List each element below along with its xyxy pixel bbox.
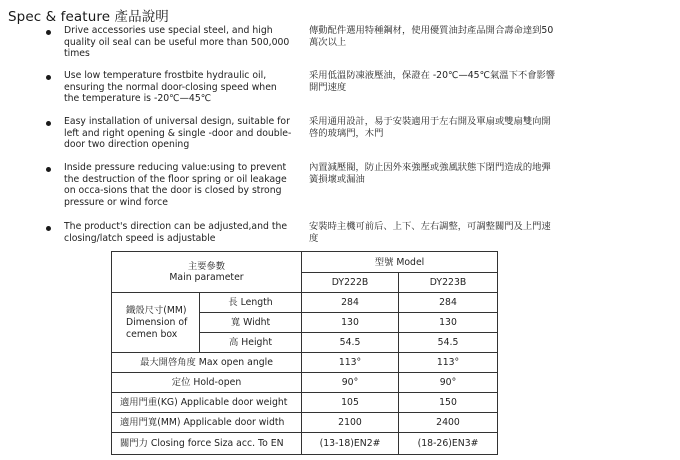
model-name: DY223B [399, 273, 498, 293]
main-parameter-zh: 主要參數 [187, 261, 226, 272]
feature-text-zh: 內置減壓閥，防止因外來強壓或強風狀態下閉門造成的地彈簧損壞或漏油 [309, 162, 551, 186]
table-cell: 113° [302, 353, 399, 373]
length-label: 長 Length [200, 293, 302, 313]
table-cell: 130 [302, 313, 399, 333]
max-open-angle-label: 最大開啓角度 Max open angle [112, 353, 302, 373]
table-row [112, 433, 498, 455]
feature-text-en: Drive accessories use special steel, and high quality oil seal can be useful more than 500,000 times [64, 25, 290, 60]
table-cell: 54.5 [399, 333, 498, 353]
table-cell: 284 [302, 293, 399, 313]
dimension-label-zh: 鐵殼尺寸(MM) [126, 304, 187, 316]
page-title: Spec & feature 產品說明 [8, 9, 169, 25]
feature-text-en: Inside pressure reducing value:using to prevent the destruction of the floor spring or oil leakage on occa-sions that the door is closed by strong pressure or wind force [64, 162, 287, 208]
table-row [112, 353, 498, 373]
table-row [112, 393, 498, 413]
table-cell: 90° [399, 373, 498, 393]
door-width-label: 適用門寬(MM) Applicable door width [112, 413, 302, 433]
feature-text-zh: 安裝時主機可前后、上下、左右調整，可調整關門及上門速度 [309, 221, 551, 245]
table-cell: 2400 [399, 413, 498, 433]
hold-open-label: 定位 Hold-open [112, 373, 302, 393]
feature-text-en: Use low temperature frostbite hydraulic oil, ensuring the normal door-closing speed when the temperature is -20℃—45℃ [64, 70, 277, 105]
table-cell: 150 [399, 393, 498, 413]
table-cell: 54.5 [302, 333, 399, 353]
dimension-label-en: Dimension of [126, 316, 188, 328]
bullet-icon [46, 75, 51, 80]
table-cell: (13-18)EN2# [302, 433, 399, 455]
bullet-icon [46, 167, 51, 172]
feature-text-en: Easy installation of universal design, suitable for left and right opening & single -door and double-door two direction opening [64, 116, 292, 151]
feature-text-en: The product's direction can be adjusted,and the closing/latch speed is adjustable [64, 221, 288, 244]
dimension-label-en: cemen box [126, 328, 178, 340]
width-label: 寬 Widht [200, 313, 302, 333]
dimension-label [112, 293, 200, 353]
table-row [112, 293, 498, 313]
feature-text-zh: 采用通用設計，易于安裝適用于左右開及單扇或雙扇雙向開啓的玻璃門，木門 [309, 116, 551, 140]
table-cell: 130 [399, 313, 498, 333]
table-cell: 113° [399, 353, 498, 373]
door-weight-label: 適用門重(KG) Applicable door weight [112, 393, 302, 413]
table-cell: (18-26)EN3# [399, 433, 498, 455]
table-row [112, 413, 498, 433]
model-header: 型號 Model [302, 252, 498, 273]
height-label: 高 Height [200, 333, 302, 353]
table-cell: 284 [399, 293, 498, 313]
feature-text-zh: 采用低溫防凍液壓油，保證在 -20℃—45℃氣溫下不會影響開門速度 [309, 70, 556, 94]
bullet-icon [46, 30, 51, 35]
main-parameter-header [112, 252, 302, 293]
table-cell: 105 [302, 393, 399, 413]
table-cell: 90° [302, 373, 399, 393]
model-name: DY222B [302, 273, 399, 293]
closing-force-label: 關門力 Closing force Siza acc. To EN [112, 433, 302, 455]
table-row [112, 373, 498, 393]
table-cell: 2100 [302, 413, 399, 433]
spec-table [111, 251, 498, 455]
bullet-icon [46, 226, 51, 231]
table-row [112, 252, 498, 273]
feature-text-zh: 傳動配件選用特種鋼材，使用優質油封產品開合壽命達到50萬次以上 [309, 25, 554, 49]
bullet-icon [46, 121, 51, 126]
main-parameter-en: Main parameter [169, 272, 244, 283]
